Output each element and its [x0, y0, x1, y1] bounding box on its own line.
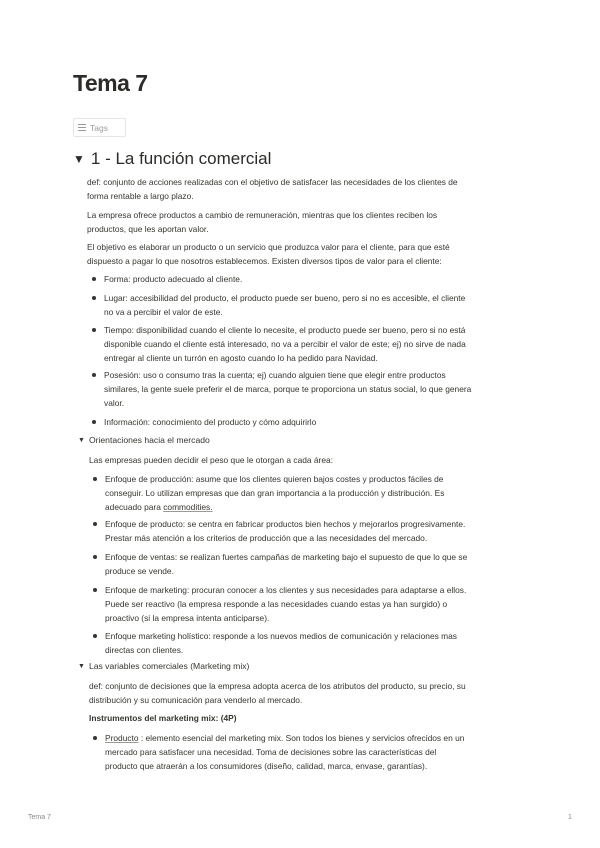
list-item-text: : elemento esencial del marketing mix. Son todos los bienes y servicios ofrecidos en un: [138, 733, 465, 743]
toggle-triangle-icon[interactable]: ▼: [78, 662, 85, 670]
bullet-icon: [93, 736, 97, 740]
bullet-icon: [92, 296, 96, 300]
list-item: conseguir. Lo utilizan empresas que dan gran importancia a la producción y distribución. Es: [105, 488, 445, 498]
paragraph-line: La empresa ofrece productos a cambio de remuneración, mientras que los clientes reciben los: [87, 210, 438, 220]
footer-title: Tema 7: [28, 814, 51, 821]
toggle-triangle-icon[interactable]: ▼: [73, 152, 85, 166]
bullet-icon: [93, 555, 97, 559]
list-item: produce se vende.: [105, 566, 174, 576]
definition-line: def: conjunto de acciones realizadas con el objetivo de satisfacer las necesidades de los clientes de: [87, 177, 458, 187]
list-item: [105, 500, 213, 514]
bullet-icon: [92, 277, 96, 281]
page-number: 1: [568, 814, 572, 821]
list-item: Enfoque de marketing: procuran conocer a los clientes y sus necesidades para adaptarse a ellos.: [105, 585, 467, 595]
list-item: Prestar más atención a los criterios de producción que a las necesidades del mercado.: [105, 533, 428, 543]
section-heading-toggle[interactable]: [73, 149, 271, 169]
producto-link[interactable]: Producto: [105, 733, 139, 743]
toggle-label: Orientaciones hacia el mercado: [88, 435, 210, 445]
toggle-label: Las variables comerciales (Marketing mix): [88, 661, 250, 671]
bullet-icon: [93, 588, 97, 592]
list-item: entregar al cliente un turrón en agosto cuando lo ha pedido para Navidad.: [104, 353, 378, 363]
list-item: Forma: producto adecuado al cliente.: [104, 274, 243, 284]
bullet-icon: [92, 328, 96, 332]
list-item-text: adecuado para: [105, 502, 164, 512]
tags-property[interactable]: [73, 118, 126, 137]
list-item: Información: conocimiento del producto y cómo adquirirlo: [104, 417, 317, 427]
list-item: proactivo (si la empresa intenta anticiparse).: [105, 613, 270, 623]
paragraph-line: dispuesto a pagar lo que nosotros establecemos. Existen diversos tipos de valor para el cliente:: [87, 256, 442, 266]
bullet-icon: [93, 522, 97, 526]
bullet-icon: [93, 477, 97, 481]
section-heading: 1 - La función comercial: [90, 149, 272, 168]
bullet-icon: [92, 373, 96, 377]
list-item: valor.: [104, 398, 125, 408]
paragraph-line: productos, que les aportan valor.: [87, 224, 209, 234]
page-title: Tema 7: [73, 70, 148, 96]
bullet-icon: [92, 420, 96, 424]
list-item: Enfoque marketing holístico: responde a los nuevos medios de comunicación y relaciones mas: [105, 631, 457, 641]
list-item: Posesión: uso o consumo tras la cuenta; ej) cuando alguien tiene que elegir entre productos: [104, 370, 446, 380]
list-item: disponible cuando el cliente está interesado, no va a percibir el valor de este; ej) no sirve de nada: [104, 339, 466, 349]
list-item: no va a percibir el valor de este.: [104, 307, 223, 317]
list-item: Enfoque de producto: se centra en fabricar productos bien hechos y mejorarlos progresivamente.: [105, 519, 466, 529]
instruments-heading: Instrumentos del marketing mix: (4P): [89, 713, 237, 723]
definition-line: distribución y su comunicación para venderlo al mercado.: [89, 695, 303, 705]
list-item: mercado para satisfacer una necesidad. Toma de decisiones sobre las características del: [105, 747, 437, 757]
definition-line: forma rentable a largo plazo.: [87, 191, 194, 201]
definition-line: def: conjunto de decisiones que la empresa adopta acerca de los atributos del producto, su precio, su: [89, 681, 466, 691]
list-item: Lugar: accesibilidad del producto, el producto puede ser bueno, pero si no es accesible, el cliente: [104, 293, 466, 303]
orientaciones-toggle[interactable]: [78, 435, 210, 445]
tags-label: Tags: [90, 122, 108, 133]
list-item: Puede ser reactivo (la empresa responde a las necesidades cuando estas ya han surgido) o: [105, 599, 448, 609]
paragraph-line: Las empresas pueden decidir el peso que le otorgan a cada área:: [89, 455, 333, 465]
list-item: similares, la gente suele preferir el de marca, porque te proporciona un status social, lo que genera: [104, 384, 472, 394]
list-item: Tiempo: disponibilidad cuando el cliente lo necesite, el producto puede ser bueno, pero si no está: [104, 325, 466, 335]
commodities-link[interactable]: commodities.: [163, 502, 213, 512]
paragraph-line: El objetivo es elaborar un producto o un servicio que produzca valor para el cliente, para que esté: [87, 242, 450, 252]
marketing-mix-toggle[interactable]: [78, 661, 249, 671]
list-item: directas con clientes.: [105, 645, 184, 655]
list-item: [105, 731, 464, 745]
bullet-icon: [93, 634, 97, 638]
toggle-triangle-icon[interactable]: ▼: [78, 436, 85, 444]
list-icon: [78, 124, 86, 131]
list-item: Enfoque de producción: asume que los clientes quieren bajos costes y productos fáciles de: [105, 474, 444, 484]
list-item: Enfoque de ventas: se realizan fuertes campañas de marketing bajo el supuesto de que lo que se: [105, 552, 468, 562]
list-item: producto que atraerán a los consumidores (diseño, calidad, marca, envase, garantías).: [105, 761, 428, 771]
